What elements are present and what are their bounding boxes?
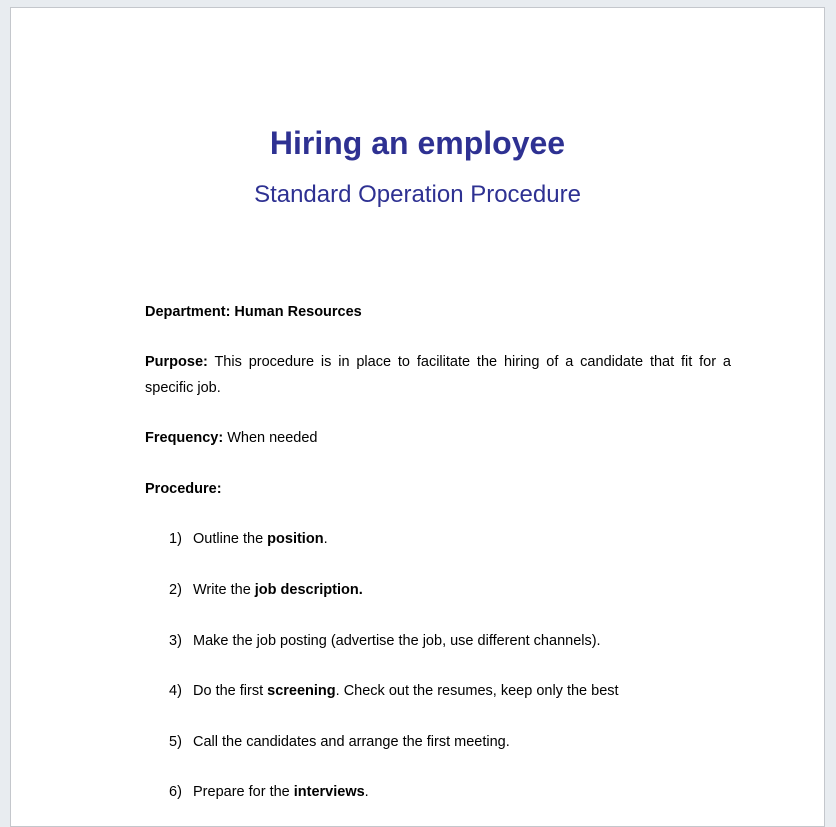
bold-text: job description. [254, 582, 363, 598]
step-text: Make the job posting (advertise the job, use different channels). [193, 633, 601, 649]
bold-text: position [267, 531, 324, 547]
list-number: 4) [169, 683, 182, 699]
document-page [10, 7, 825, 827]
step-text: Do the first [193, 683, 268, 699]
document-subtitle: Standard Operation Procedure [254, 181, 581, 208]
list-number: 1) [169, 531, 182, 547]
procedure-heading: Procedure: [145, 481, 222, 497]
bold-text: interviews [293, 784, 365, 800]
step-text: Prepare for the [193, 784, 294, 800]
frequency-line [145, 425, 731, 451]
list-number: 6) [169, 784, 182, 800]
department-line: Department: Human Resources [145, 304, 362, 320]
step-text: . Check out the resumes, keep only the best [335, 683, 619, 699]
step-text: Call the candidates and arrange the first meeting. [193, 734, 510, 750]
list-item [169, 681, 619, 701]
step-text: Outline the [193, 531, 268, 547]
step-text: . [323, 531, 328, 547]
purpose-paragraph [145, 349, 731, 401]
list-item [169, 732, 510, 752]
bold-text: screening [267, 683, 336, 699]
list-item [169, 631, 601, 651]
list-number: 2) [169, 582, 182, 598]
frequency-label: Frequency: [145, 430, 224, 446]
list-item [169, 529, 328, 549]
purpose-text: This procedure is in place to facilitate the hiring of a candidate that fit for a specific job. [145, 354, 731, 396]
list-number: 3) [169, 633, 182, 649]
step-text: Write the [193, 582, 255, 598]
purpose-label: Purpose: [145, 354, 208, 370]
step-text: . [364, 784, 369, 800]
list-item [169, 782, 369, 802]
document-title: Hiring an employee [269, 125, 566, 161]
list-number: 5) [169, 734, 182, 750]
list-item [169, 580, 363, 600]
frequency-text: When needed [223, 430, 318, 446]
